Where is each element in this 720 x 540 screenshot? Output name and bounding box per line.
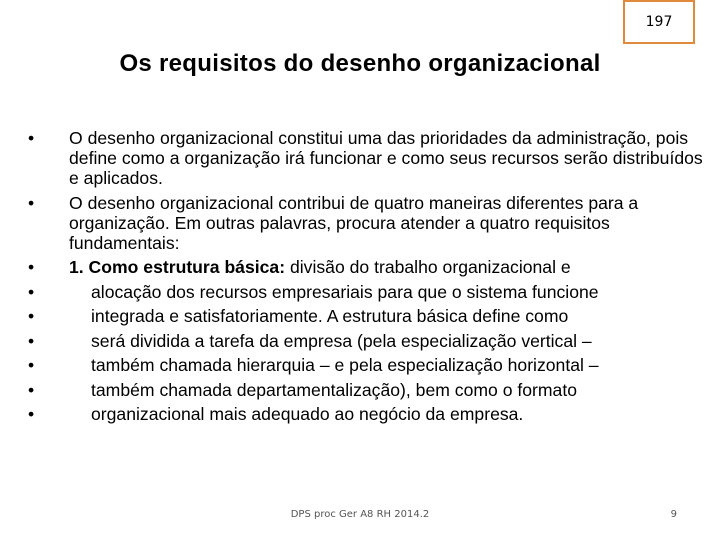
bullet-item <box>28 380 708 400</box>
slide-number-badge <box>623 0 695 44</box>
bullet-dot-icon: • <box>28 281 35 302</box>
bullet-dot-icon: • <box>28 355 35 375</box>
bullet-item <box>28 193 708 253</box>
bullet-item <box>28 257 708 277</box>
bullet-bold-lead: 1. Como estrutura básica: <box>69 257 286 277</box>
bullet-text: O desenho organizacional constitui uma das prioridades da administração, pois define como a organização irá funcionar e como seus recursos serão distribuídos e aplicados. <box>69 128 703 188</box>
bullet-text: também chamada departamentalização), bem como o formato <box>91 379 578 400</box>
bullet-text: será dividida a tarefa da empresa (pela especialização vertical – <box>91 330 592 351</box>
bullet-item <box>28 331 708 351</box>
bullet-item <box>28 128 708 188</box>
bullet-text: O desenho organizacional contribui de quatro maneiras diferentes para a organização. Em outras palavras, procura atender a quatro requisitos fundamentais: <box>69 192 639 253</box>
footer-course-code: DPS proc Ger A8 RH 2014.2 <box>290 509 430 520</box>
footer-page-number: 9 <box>670 509 677 520</box>
slide-title: Os requisitos do desenho organizacional <box>119 50 601 77</box>
slide-number-text: 197 <box>645 14 673 30</box>
bullet-dot-icon: • <box>28 404 35 424</box>
bullet-item <box>28 355 708 375</box>
bullet-item <box>28 404 708 424</box>
bullet-item <box>28 306 708 326</box>
bullet-dot-icon: • <box>28 306 35 326</box>
bullet-text: integrada e satisfatoriamente. A estrutura básica define como <box>91 306 569 326</box>
bullet-text: também chamada hierarquia – e pela especialização horizontal – <box>91 355 599 375</box>
bullet-text: divisão do trabalho organizacional e <box>285 257 571 277</box>
bullet-dot-icon: • <box>28 379 35 400</box>
bullet-dot-icon: • <box>28 257 35 277</box>
bullet-list <box>28 128 708 429</box>
bullet-dot-icon: • <box>28 128 35 148</box>
bullet-dot-icon: • <box>28 192 35 213</box>
bullet-text: organizacional mais adequado ao negócio da empresa. <box>91 404 524 424</box>
bullet-item <box>28 282 708 302</box>
bullet-text: alocação dos recursos empresariais para que o sistema funcione <box>91 281 599 302</box>
bullet-dot-icon: • <box>28 330 35 351</box>
